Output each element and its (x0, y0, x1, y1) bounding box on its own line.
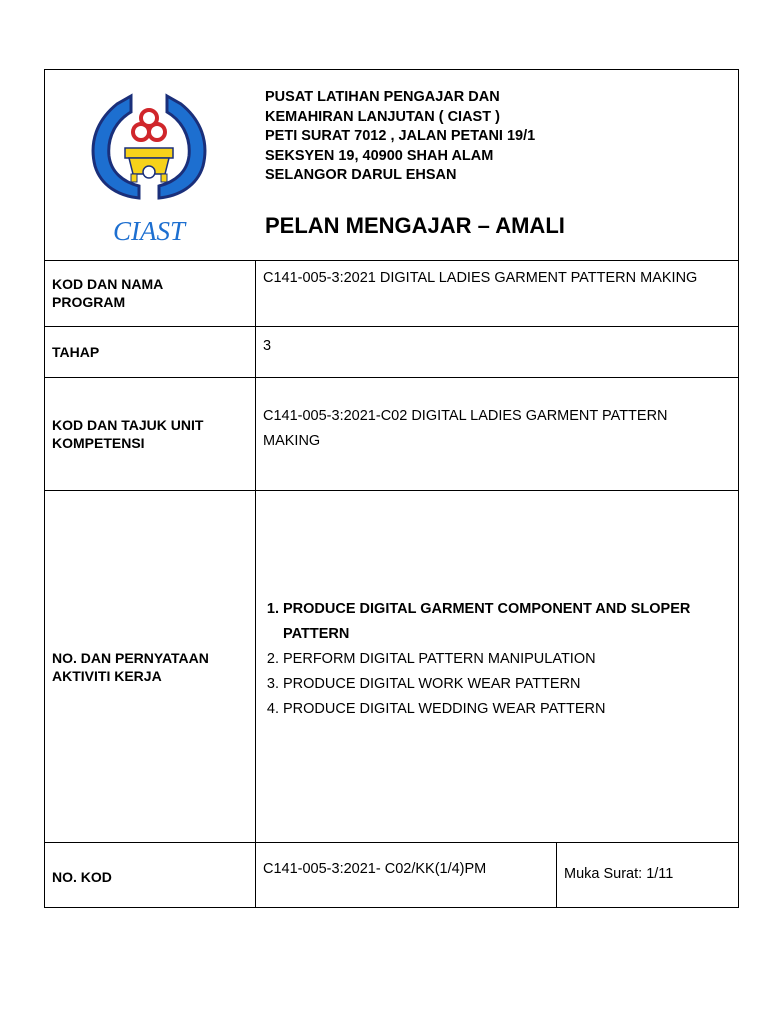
row-no-kod (45, 842, 738, 908)
page-title: PELAN MENGAJAR – AMALI (265, 213, 565, 238)
program-label: KOD DAN NAMA PROGRAM (52, 276, 164, 310)
address-line: SEKSYEN 19, 40900 SHAH ALAM (265, 147, 494, 164)
list-item: 1. PRODUCE DIGITAL GARMENT COMPONENT AND SLOPER PATTERN (283, 597, 733, 647)
activities-label: NO. DAN PERNYATAAN AKTIVITI KERJA (52, 650, 209, 684)
list-item: 3. PRODUCE DIGITAL WORK WEAR PATTERN (283, 672, 733, 697)
unit-value: C141-005-3:2021-C02 DIGITAL LADIES GARMENT PATTERN MAKING (263, 408, 668, 449)
unit-label: KOD DAN TAJUK UNIT KOMPETENSI (52, 417, 204, 451)
list-item: 4. PRODUCE DIGITAL WEDDING WEAR PATTERN (283, 697, 733, 722)
address-line: PUSAT LATIHAN PENGAJAR DAN (265, 89, 500, 105)
institution-address (265, 88, 535, 186)
teaching-plan-document (44, 69, 739, 908)
row-program (45, 260, 738, 326)
ciast-logo (79, 90, 219, 250)
address-line: SELANGOR DARUL EHSAN (265, 167, 457, 183)
page-number: Muka Surat: 1/11 (564, 866, 674, 882)
address-line: KEMAHIRAN LANJUTAN ( CIAST ) (265, 108, 500, 125)
row-unit (45, 377, 738, 490)
row-activities (45, 490, 738, 842)
list-item: 2. PERFORM DIGITAL PATTERN MANIPULATION (283, 647, 733, 672)
column-divider (255, 260, 256, 908)
row-tahap (45, 326, 738, 377)
tahap-value: 3 (263, 338, 272, 354)
no-kod-label: NO. KOD (52, 869, 112, 885)
no-kod-value: C141-005-3:2021- C02/KK(1/4)PM (263, 861, 487, 877)
program-value: C141-005-3:2021 DIGITAL LADIES GARMENT PATTERN MAKING (263, 270, 698, 286)
activities-list (255, 597, 733, 722)
logo-text: CIAST (112, 216, 186, 246)
address-line: PETI SURAT 7012 , JALAN PETANI 19/1 (265, 128, 536, 144)
column-divider (556, 842, 557, 908)
tahap-label: TAHAP (52, 344, 100, 360)
